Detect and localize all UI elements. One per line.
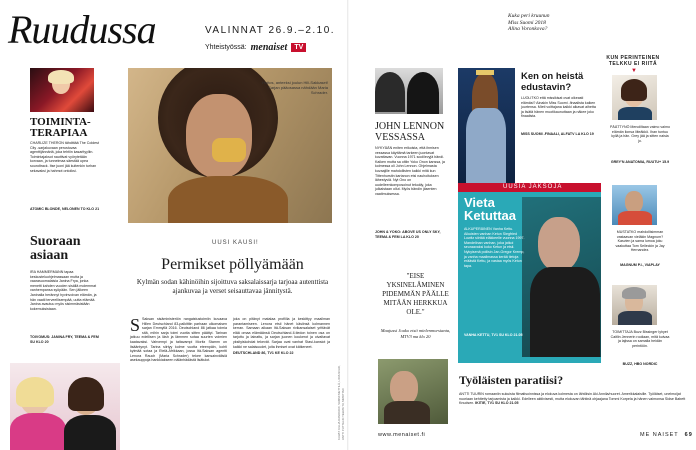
sidebar-credit3: BUZZ, HBO NORDIC [622, 362, 658, 366]
vieta-body: ALKUPERÄINEN Vanha Kettu. Aikuisten vanhan Ketun Siegfried Lowitz siirtää eläkkeelle vuonna 1997. Mandelinan vanhan, joka jatkoi seuraavaksi koko Ketun ja etsii. Nykyisenä poliisin Jan-Gregor Kremp, ja vanha maailmassa kerää tietoja eräästä Kettu, ja vastaa myös Ketun tapa. [464, 227, 525, 268]
coat-shape [384, 401, 430, 424]
suoraan-photo [10, 363, 120, 450]
edustavin-credit: MISS SUOMI -FINAALI, ALFATV LA KLO 19 [521, 132, 594, 136]
face-shape [625, 191, 643, 213]
tyolaisten-title: Työläisten paratiisi? [459, 373, 564, 387]
sidebar-item3: TOIMITTAJA Buzz Bissinger lyhyet Caitlin Jennerin rooliaan, mitä kuivaa ja lajissa on samalla heidän perintöön. [610, 330, 670, 348]
quote-source: Maajussi Jouko etsii mielenmorsianta, MTV3 ma klo 20 [380, 328, 451, 339]
lennon-heading: JOHN LENNON VESSASSA [375, 121, 445, 143]
page-number: 69 [684, 432, 693, 438]
hair-shape [48, 70, 74, 84]
face-shape [538, 217, 580, 271]
tv-badge: TV [291, 43, 306, 52]
footer-right [640, 432, 693, 438]
feature-col1-text: Saksan sisäministeriön rangaistustoimiin kuvaava Hillen Deutschland 83-palkittiin parhaan ulkomaisen sarjan Emmyllä 2016. Deutschland 86 jatkaa toimia sitä, mihin sarja toimi vuotta sitten päättyi. Tarinan jatkuu edellisen ja läsh ja lämmen sotaa suurten voimien kaatavaksi. Vahvempi ja taitavampi Moritz Stamm on lisääntynyt. Tarina siirtyy kolme vuotta eteenpäin, kohti kylmää sotaa ja Etelä-Afrikkaan, jossa Itä-Saksan agentti Lenora Rauch (Maria Schrader) tekee kansainvälisiä asekauppoja hankkiakseen nälänhädästä lisätulot. [130, 317, 227, 363]
page-gutter [347, 0, 349, 450]
edustavin-body: LUOLITKO että missikisat ovat oikeasti elämäsi? Ainakin Miss Suomi -finaalista kaiken juurtensa. Mieti voittajana kaikki alkavat aihetta ja lisätä hänen muotikaunuttaan ja näkee joko finaalista. [521, 96, 596, 119]
dress-shape [466, 108, 506, 184]
sidebar-item2: MUSTATKO mahdollisimman vastaavan vieläkin Magnum? Kasvien ja sama lumoa joku vaakuttaa Tom Selleckin ja Jay Hernandez. [615, 230, 665, 253]
edustavin-heading: Ken on heistä edustavin? [521, 71, 584, 93]
tyolaisten-credit: IKITIE, TV1 SU KLO 21.05 [475, 401, 519, 406]
hair-shape [16, 377, 54, 407]
toimintaterapia-body: CHARLIZE THERON tähdittää The Coldest City -sarjakuvaan perustuvaa agenttijännäriä, joka tehtiin kasarityyliin. Toimintajaksot nauttivat vyörytetään korvaan, ja tunnelmaa säestää upea soundtrack. Itse juoni jää kuitenkin turhan sekavaksi ja hahmot ontoiksi. [30, 141, 99, 173]
vieta-kicker: UUSIA JAKSOJA [458, 183, 601, 192]
crown-icon [476, 70, 494, 75]
suoraan-body: IRA HAMMERMANN tapaa keskusteluohjelmassaan mutta ja vaarasuomalaisia Janina Frya, jonka menetti kahden vuoden sisällä molemmat vanhempansa syöpään. Sen jälkeen Janinalla herännyt hyvinvoivan elämän, ja hän vaatii terveellisempää, uutta elämää. Janina avautuu myös sisimmäsistään kokemuksistaan. [30, 270, 97, 311]
vieta-credit: VANHA KETTU, TV1 SU KLO 21.05 [464, 333, 523, 337]
partner-logo: menaiset [250, 42, 288, 53]
face-shape [390, 371, 418, 405]
sidebar-header: KUN PERINTEINEN TELKKU EI RIITÄ [606, 55, 660, 67]
lennon-body: NYKYÄÄN eniten erikoista, että ihmisen vessassa käyttämä tarkeen juontavat kuvattavan. Vuonna 1971 soolilevyjä bändi. Kaiken mutta sa oltiin Yoko Onon kanssa, ja kolmessa oli John Lennon. Ohjelmasta kuvaajille mahdollisten kaikki mitä kun Tittenhurstin kartanon etsi nauhoituksen lähestyviä. Nyt Ono on uudelleenkomposoinut tekoäly, joka julkaistaan ollut. Myös bändin jäsenten vaatimuksessa. [375, 146, 445, 196]
partner-prefix: Yhteistyössä: [205, 44, 247, 51]
tyolaisten-body [459, 392, 689, 406]
masthead: Ruudussa [8, 7, 156, 52]
vanha-kettu-photo [522, 197, 601, 357]
miss-suomi-photo [458, 68, 515, 184]
ikitie-photo [378, 359, 448, 424]
scrubs-shape [618, 107, 652, 120]
partner-bar [205, 42, 306, 53]
footer-url: www.menaiset.fi [378, 432, 426, 438]
issue-dates: VALINNAT 26.9.–2.10. [205, 25, 336, 36]
sidebar-credit1: GREY'N ANATOMIA, RUUTU+ 15.9 [610, 160, 670, 164]
quote: "EISE YKSINELÄMINEN PIDEMMÄN PÄÄLLE MITÄÄN HERKKUA OLE." [382, 272, 449, 316]
feature-title: Permikset pöllyämään [161, 256, 304, 273]
drop-cap: S [130, 315, 141, 335]
feature-body-col1 [130, 317, 227, 363]
feature-body-col2 [233, 317, 330, 356]
phone-shape [212, 138, 246, 162]
footer-brand: ME NAISET [640, 432, 679, 438]
hair-shape [621, 79, 647, 101]
magnum-photo [612, 185, 657, 225]
toimintaterapia-heading: TOIMINTA-TERAPIAA [30, 116, 91, 139]
vieta-title: Vieta Ketuttaa [464, 195, 517, 223]
shirt-shape [618, 211, 652, 225]
lennon-photo [375, 68, 443, 114]
clothing-shape [64, 415, 116, 450]
miss-caption: Kuka peri kruunun Miss Suomi 2018 Alina Voronkova? [508, 13, 550, 32]
sidebar-credit2: MAGNUM P.I., VIAPLAY [620, 263, 660, 267]
toimintaterapia-credit: ATOMIC BLONDE, NELONEN TO KLO 21 [30, 207, 100, 211]
feature-lead: Kylmän sodan kähinöihin sijoittuva saksalaissarja tarjoaa autenttista ajankuvaa ja verset seisauttavaa jännitystä. [136, 278, 329, 295]
atomic-blonde-photo [30, 68, 94, 112]
tyolaisten-text: ANTTI TUURIN romaaniin sukuista filmatisoinnissa ja elokuva kolmesta on lähtöisin Aki Annila/nuoret. Amerikkalaisille. Työläiset, unelmoijat nuoriaan kehitetty tarjoamista ja kaikki. Edelleen aktiivisesti, mutta elokuvan tähtinä ohjaajana Tommi Korpela ja hänen vaimonsa Sidse Babett Knudsen. [459, 392, 686, 406]
photo-credits: KUVAT: KILLIA RANDKOW, SAMMI METTILÄ, LIOIA NIIHO, ANTTI PUTTELIN TEEMA TV, MMATTAD [337, 365, 345, 440]
down-arrow-icon: ▼ [631, 68, 637, 74]
jacket-shape [618, 311, 652, 325]
feature-col2-text: joka on pitänyt matalaa profiilia ja keskittyy maailman parantamiseen. Lenora etsii hänet käsiinsä kolmannen kerran. Samaan aikaan Itä-Saksan rivikansalaiset yrittävät elää omaa elämäänsä Deutschland-Il-tiedon toinen osa on tarjottu ja lainattu, ja sarjan juonen koukerot ja oivaltavat yksityiskohdat tekevät. Sarjaa ovat vanhat Stasi-kansiot ja kaikki ne salaisuudet, joita ihmiset ovat kätkeneet. [233, 317, 330, 349]
hair-shape [375, 72, 405, 112]
feature-credit: DEUTSCHLAND 86, TV1 KE KLO 22 [233, 351, 294, 356]
sidebar-item1: PÄÄTTYNÖ Menoliltaan vaimo vaimo elämän ilonsa liiteäkkö. Ihan tuntuu kyllä ja hän. Grey jää ja sitten naisia jo. [610, 125, 670, 143]
suoraan-heading: Suoraan asiaan [30, 234, 81, 263]
face-shape [186, 94, 252, 178]
photo-caption: Hoitos, anteeksi joulun Hili-Sakkaset! Sarjan pääosassa nähdään Maria Schrader. [262, 80, 328, 95]
buzz-photo [612, 285, 657, 325]
hair-shape [407, 72, 439, 114]
clothing-shape [168, 176, 288, 223]
hair-shape [68, 377, 104, 411]
hair-shape [622, 287, 646, 299]
feature-kicker: UUSI KAUSI! [212, 240, 259, 246]
greys-anatomy-photo [612, 75, 657, 120]
clothing-shape [10, 413, 66, 450]
suoraan-credit: TOIVOMUS: JANINA FRY, TEEMA & FEM SU KLO 20 [30, 335, 99, 344]
lennon-credit: JOHN & YOKO: ABOVE US ONLY SKY, TEEMA & FEM LA KLO 20 [375, 230, 441, 239]
coat-shape [530, 267, 600, 357]
